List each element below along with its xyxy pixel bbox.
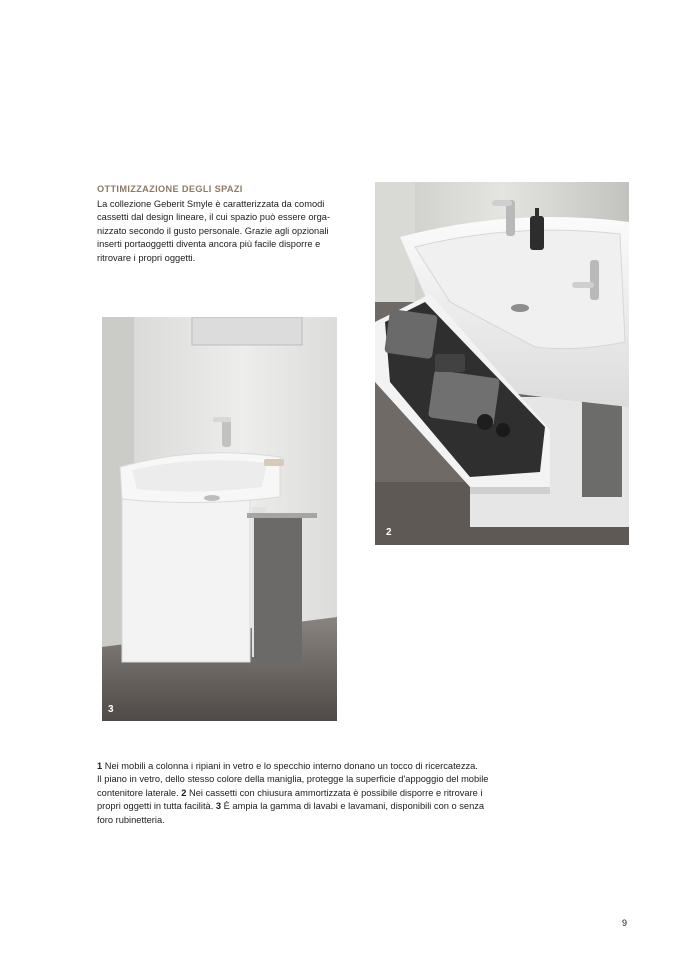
caption-number-1: 1 [97,761,103,771]
photo-number: 2 [386,527,392,538]
caption-text-4a: propri oggetti in tutta facilità. [97,801,216,812]
intro-line-2: cassetti dal design lineare, il cui spazio può essere orga- [97,212,331,223]
washbasin-drawer-illustration [375,182,629,545]
photo-handrinse-cabinet [102,317,337,721]
caption-number-2: 2 [181,787,187,798]
photo-captions [97,760,529,827]
photo-washbasin-drawer [375,182,629,545]
caption-text-5: foro rubinetteria. [97,814,165,825]
caption-number-3: 3 [215,801,222,812]
page-number: 9 [622,918,628,928]
section-heading: OTTIMIZZAZIONE DEGLI SPAZI [97,184,243,194]
intro-line-4: inserti portaoggetti diventa ancora più facile disporre e [97,239,321,250]
intro-section [97,183,357,265]
intro-line-3: nizzato secondo il gusto personale. Grazie agli opzionali [97,225,329,236]
caption-text-1: Nei mobili a colonna i ripiani in vetro e lo specchio interno donano un tocco di ricercatezza. [102,761,478,771]
intro-line-5: ritrovare i propri oggetti. [97,252,196,263]
intro-line-1: La collezione Geberit Smyle è caratterizzata da comodi [97,199,325,209]
caption-text-2: Il piano in vetro, dello stesso colore della maniglia, protegge la superficie d'appoggio del mobile [97,774,489,785]
cabinet-illustration [102,317,337,721]
photo-number: 3 [108,704,114,715]
caption-text-4b: È ampia la gamma di lavabi e lavamani, disponibili con o senza [221,801,485,812]
caption-text-3a: contenitore laterale. [97,787,182,798]
intro-paragraph [97,198,357,265]
caption-text-3b: Nei cassetti con chiusura ammortizzata è possibile disporre e ritrovare i [186,787,483,798]
